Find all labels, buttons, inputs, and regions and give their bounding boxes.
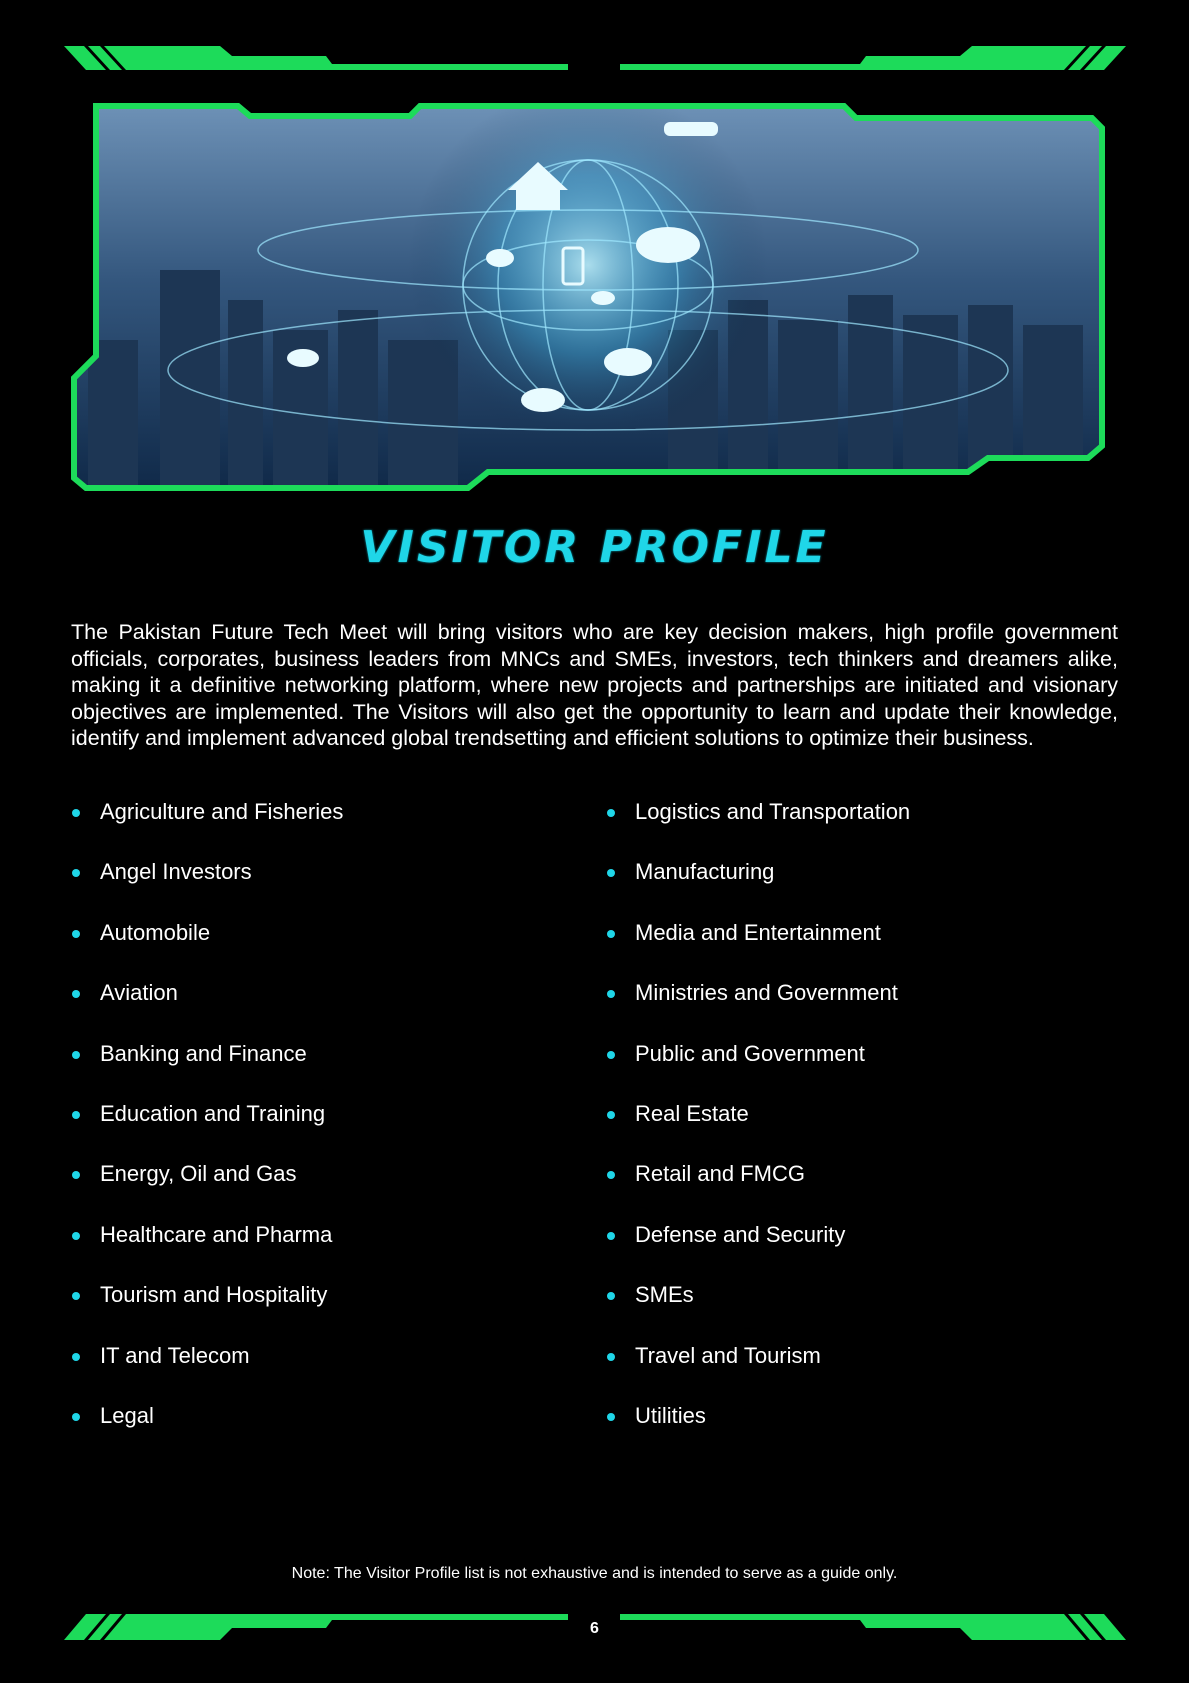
sector-item <box>70 1223 570 1283</box>
top-decor-bar <box>60 44 1130 74</box>
sector-item <box>70 1404 570 1464</box>
sector-item <box>605 1344 1105 1404</box>
sector-label: Manufacturing <box>635 859 775 885</box>
bullet-dot-icon <box>607 1051 615 1059</box>
sector-list-left <box>70 800 570 1464</box>
sector-item <box>605 1223 1105 1283</box>
bullet-dot-icon <box>607 990 615 998</box>
page-number: 6 <box>590 1620 599 1637</box>
sector-item <box>605 1404 1105 1464</box>
sector-item <box>70 1042 570 1102</box>
bullet-dot-icon <box>607 1292 615 1300</box>
sector-label: Angel Investors <box>100 859 252 885</box>
bullet-dot-icon <box>72 809 80 817</box>
bullet-dot-icon <box>607 1232 615 1240</box>
hero-smart-city-image <box>68 100 1108 500</box>
sector-item <box>70 1162 570 1222</box>
bullet-dot-icon <box>607 1353 615 1361</box>
sector-item <box>70 981 570 1041</box>
footnote: Note: The Visitor Profile list is not exhaustive and is intended to serve as a guide only. <box>291 1565 898 1582</box>
bullet-dot-icon <box>72 1111 80 1119</box>
bullet-dot-icon <box>72 1353 80 1361</box>
sector-label: Ministries and Government <box>635 980 898 1006</box>
sector-label: Real Estate <box>635 1100 749 1126</box>
sector-label: Banking and Finance <box>100 1040 307 1066</box>
sector-item <box>70 921 570 981</box>
sector-list-right <box>605 800 1105 1464</box>
bullet-dot-icon <box>607 930 615 938</box>
sector-label: Tourism and Hospitality <box>100 1282 328 1308</box>
bullet-dot-icon <box>607 1171 615 1179</box>
sector-label: Agriculture and Fisheries <box>100 799 344 824</box>
bullet-dot-icon <box>607 1111 615 1119</box>
sector-item <box>605 981 1105 1041</box>
bullet-dot-icon <box>607 1413 615 1421</box>
sector-label: Retail and FMCG <box>635 1161 805 1187</box>
bullet-dot-icon <box>72 990 80 998</box>
intro-paragraph: The Pakistan Future Tech Meet will bring visitors who are key decision makers, high profile government officials, corporates, business leaders from MNCs and SMEs, investors, tech thinkers and dreamers alike, making it a definitive networking platform, where new projects and partnerships are initiated and visionary objectives are implemented. The Visitors will also get the opportunity to learn and update their knowledge, identify and implement advanced global trendsetting and efficient solutions to optimize their business. <box>71 620 1118 750</box>
sector-item <box>605 1283 1105 1343</box>
sector-item <box>605 800 1105 860</box>
sector-label: SMEs <box>635 1282 694 1308</box>
bullet-dot-icon <box>72 930 80 938</box>
sector-item <box>70 1283 570 1343</box>
sector-item <box>605 1102 1105 1162</box>
sector-label: Travel and Tourism <box>635 1342 821 1368</box>
sector-item <box>605 1042 1105 1102</box>
bullet-dot-icon <box>72 1292 80 1300</box>
sector-item <box>605 1162 1105 1222</box>
sector-label: Public and Government <box>635 1040 865 1066</box>
sector-item <box>70 800 570 860</box>
sector-item <box>70 1102 570 1162</box>
bullet-dot-icon <box>72 1413 80 1421</box>
bullet-dot-icon <box>72 869 80 877</box>
bullet-dot-icon <box>607 869 615 877</box>
sector-label: Utilities <box>635 1402 706 1428</box>
sector-item <box>70 1344 570 1404</box>
sector-label: Automobile <box>100 919 211 945</box>
page-title: VISITOR PROFILE <box>360 522 829 573</box>
sector-label: Healthcare and Pharma <box>100 1221 333 1247</box>
sector-label: Logistics and Transportation <box>635 799 911 824</box>
sector-item <box>605 921 1105 981</box>
sector-item <box>605 860 1105 920</box>
sector-item <box>70 860 570 920</box>
sector-label: Aviation <box>100 980 178 1006</box>
bullet-dot-icon <box>72 1051 80 1059</box>
bullet-dot-icon <box>607 809 615 817</box>
sector-label: Defense and Security <box>635 1221 846 1247</box>
sector-label: Education and Training <box>100 1100 326 1126</box>
bullet-dot-icon <box>72 1171 80 1179</box>
sector-label: IT and Telecom <box>100 1342 250 1368</box>
sector-label: Energy, Oil and Gas <box>100 1161 297 1187</box>
sector-label: Legal <box>100 1402 154 1428</box>
bullet-dot-icon <box>72 1232 80 1240</box>
sector-label: Media and Entertainment <box>635 919 881 945</box>
